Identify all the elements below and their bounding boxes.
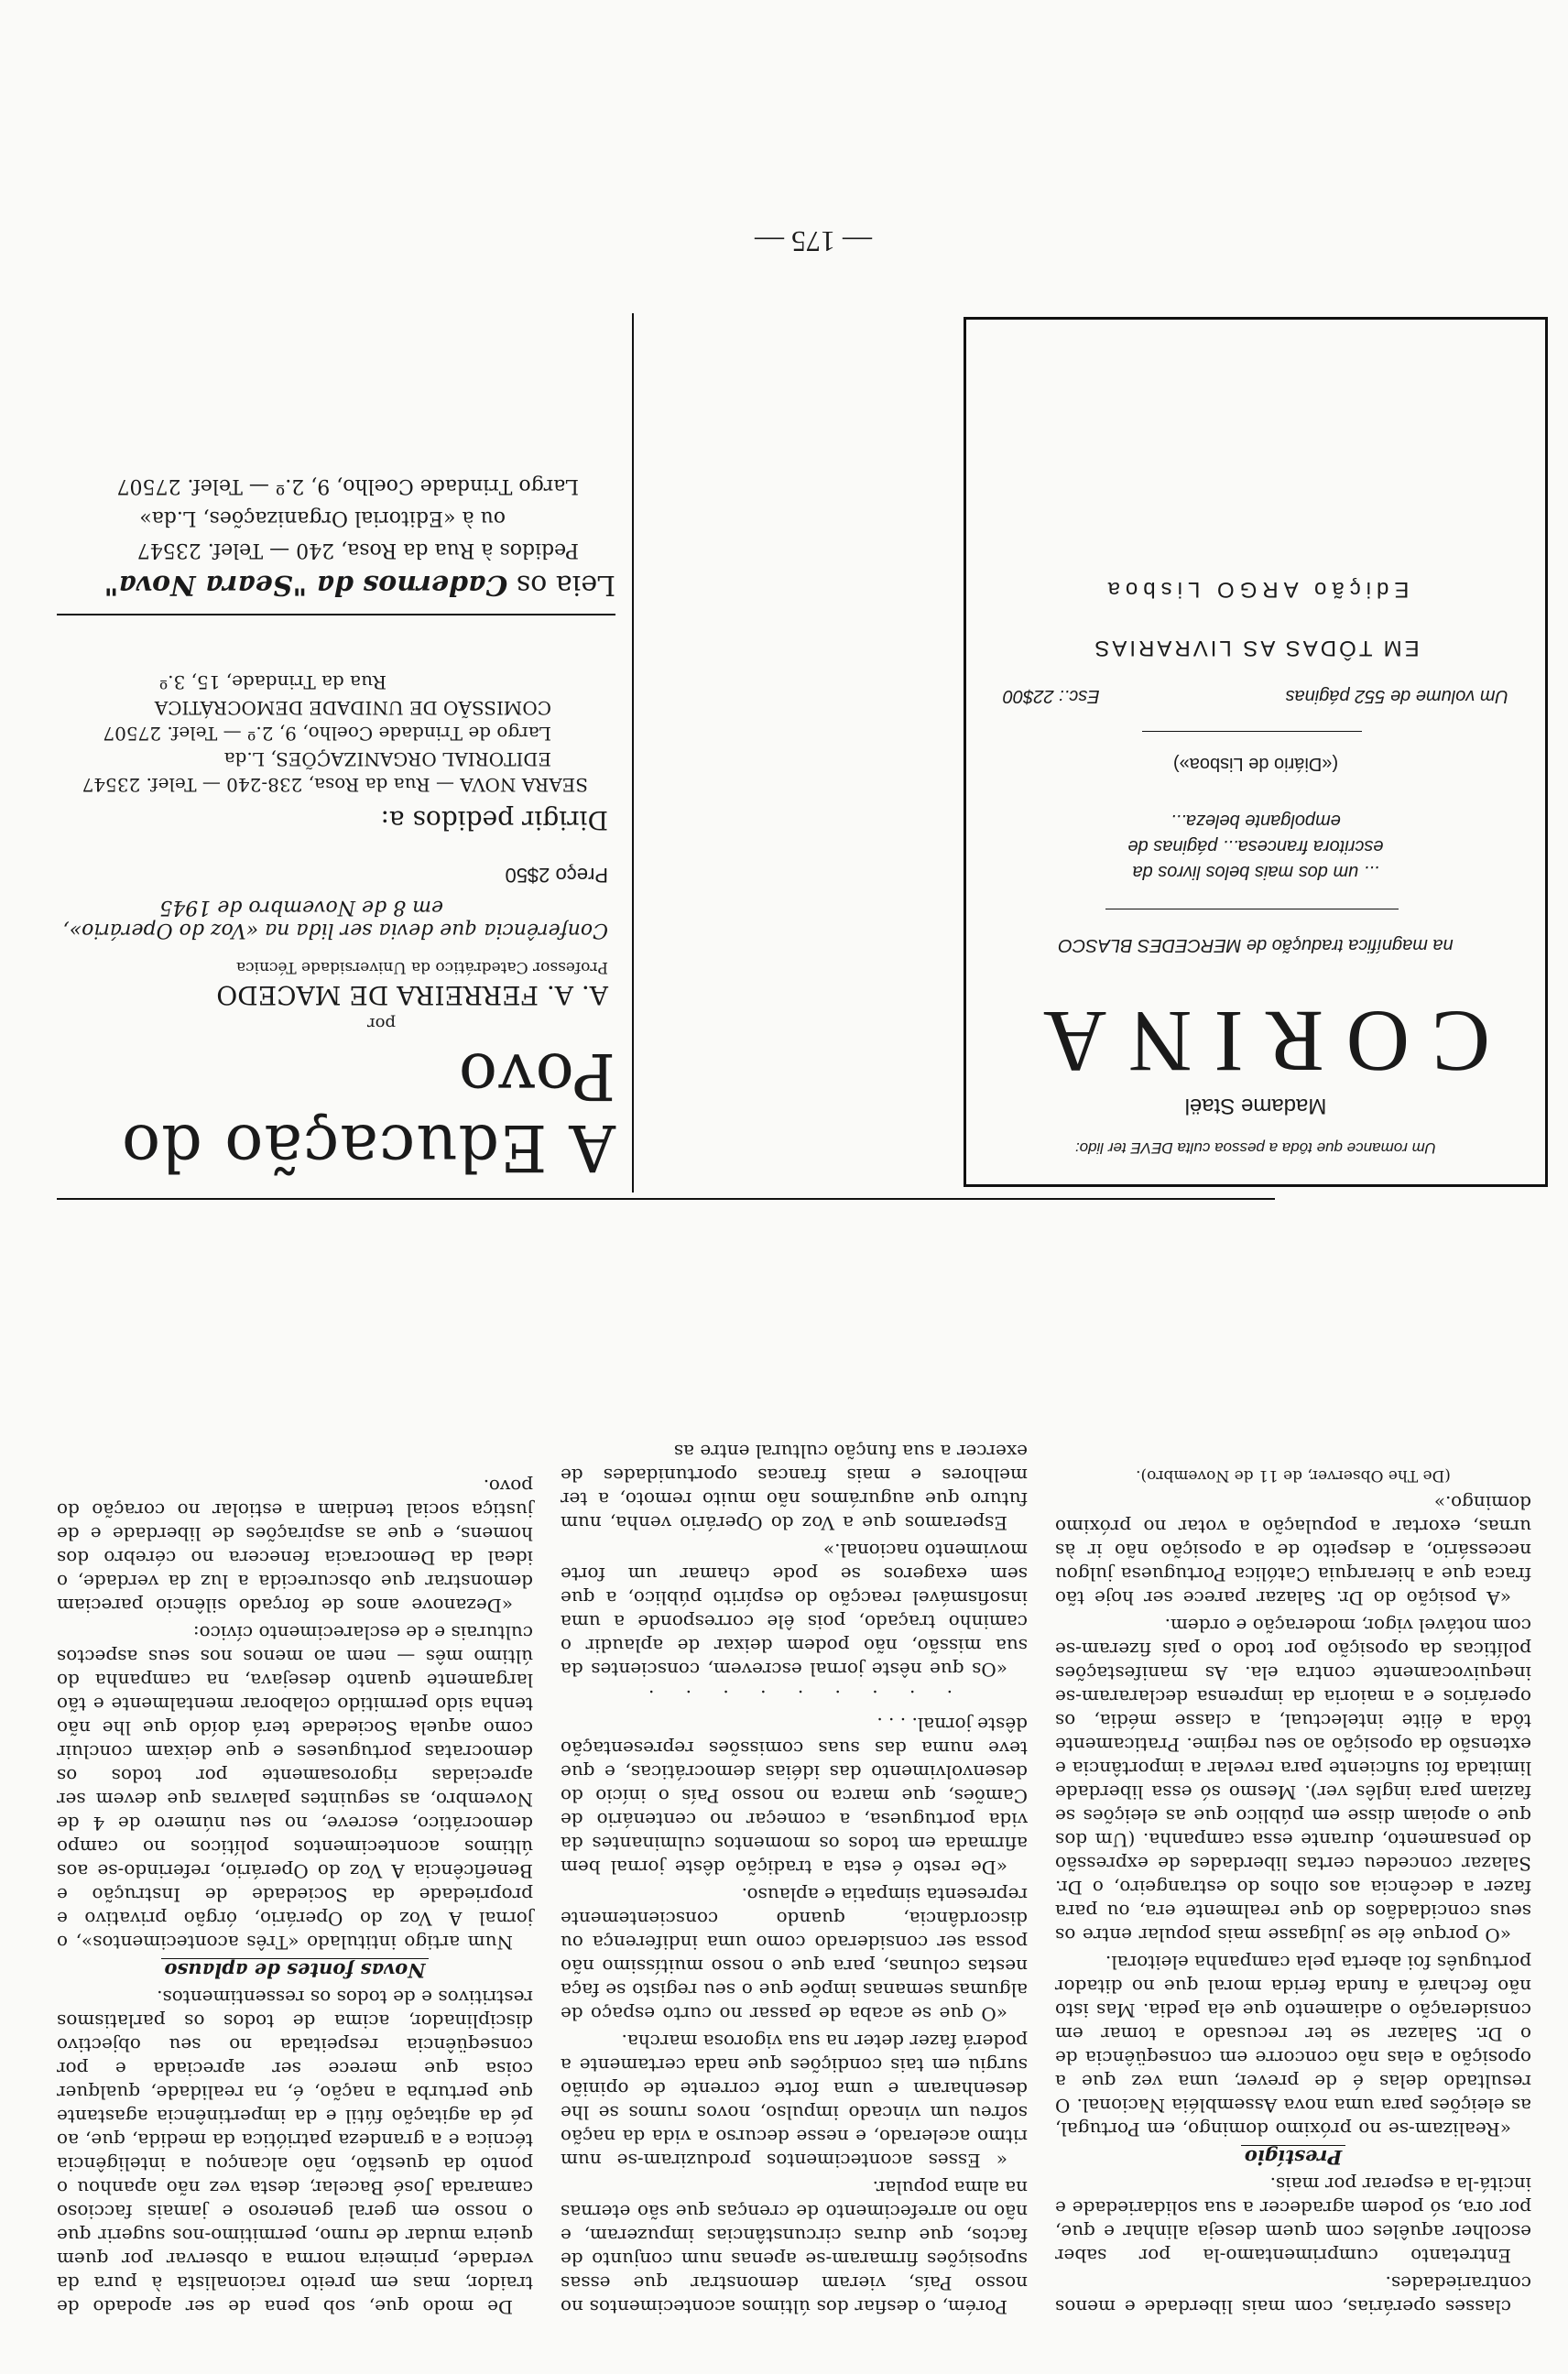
corina-advertisement [964, 317, 1548, 1187]
col3-paragraph: classes operárias, com mais liberdade e menos contrariedades. [1055, 2272, 1531, 2318]
ad-volume: Um volume de 552 páginas [1285, 686, 1508, 706]
ad-quote: escritora francesa... páginas de [1127, 836, 1384, 856]
ad-author: Madame Staël [1184, 1094, 1327, 1118]
col1-paragraph: Num artigo intitulado «Três acontecimentos», o jornal A Voz do Operário, órgão privativo e propriedade da Sociedade de Instrução e Beneficência A Voz do Operário, referindo-se aos últimos acontecimentos políticos no campo democrático, escreve, no seu número de 4 de Novembro, as seguintes palavras que devem ser apreciadas rigorosamente por todos os democratas portugueses e que deixam concluir como aquela Sociedade terá doído que lhe não tenha sido permitido colaborar mentalmente e tão largamente quanto desejava, na campanha do último mês — nem ao menos nos seus aspectos culturais e de esclarecimento cívico: [57, 1622, 533, 1954]
article-column-1 [57, 1471, 533, 2319]
seara-lead: Leia os Cadernos da "Seara Nova" [103, 569, 615, 601]
col2-paragraph: Esperamos que a Voz do Operário venha, num futuro que augurámos não muito remoto, a ter melhores e mais francas oportunidades de exercer a sua função cultural entre as [561, 1441, 1028, 1534]
ad-translator: na magnífica tradução de MERCEDES BLASCO [1058, 935, 1454, 955]
book-by: por [367, 1014, 396, 1033]
col2-paragraph: «Os que nêste jornal escrevem, conscientes da sua missão, não podem deixar de aplaudir o caminho traçado, pois êle corresponde a uma insofismável reacção do espírito público, a que sem exageros se pode chamar um forte movimento nacional.» [561, 1540, 1028, 1681]
ad-edition: Edição ARGO Lisboa [1102, 577, 1410, 602]
ad-price: Esc.: 22$00 [1003, 686, 1100, 706]
book-author-role: Professor Catedrático da Universidade Técnica [235, 958, 608, 976]
seara-line: Pedidos à Rua da Rosa, 240 — Telef. 23547 [136, 539, 579, 561]
order-line: Largo de Trindade Coelho, 9, 2.º — Telef. 27507 [103, 723, 551, 745]
page-number: — 175 — [755, 225, 872, 258]
ad-quote: empolgante beleza... [1171, 811, 1341, 831]
article-column-2 [561, 1436, 1028, 2319]
ad-quote: ... um dos mais belos livros da [1132, 862, 1379, 882]
horizontal-divider [57, 1198, 1275, 1200]
ad-title: CORINA [1021, 993, 1491, 1091]
col3-paragraph: «O porque êle se julgasse mais popular entre os seus concidadãos do que realmente era, ou para fazer a decência aos olhos do estrangeiro, o Dr. Salazar concedeu certas liberdades de expressão do pensamento, durante essa campanha. (Um dos que o apoiam disse em público que as eleições se faziam para inglês ver). Mesmo só essa liberdade limitada foi suficiente para revelar a importância e extensão da oposição ao seu regime. Praticamente tôda a élite intelectual, a classe média, os operários e a maioria da imprensa declararam-se inequivocamente contra ela. As manifestações políticas da oposição por todo o país fizeram-se com notável vigor, moderação e ordem. [1055, 1615, 1531, 1946]
order-list [57, 670, 588, 798]
order-line: SEARA NOVA — Rua da Rosa, 238-240 — Telef. 23547 [82, 774, 588, 796]
ad-source: («Diário de Lisboa») [1172, 754, 1339, 774]
col3-subhead: Prestígio [1055, 2145, 1531, 2169]
col2-ellipsis: . . . . . . . . . [635, 1686, 953, 1708]
col2-paragraph: Porém, o desfiar dos últimos acontecimentos no nosso País, vieram demonstrar que essas suposições firmaram-se apenas num conjunto de factos, que duras circunstâncias impuzeram, e não no arrefecimento de crenças que são eternas na alma popular. [561, 2177, 1028, 2318]
col3-paragraph: Entretanto cumprimentamo-la por saber escolher aquêles com quem deseja alinhar e que, por ora, só podem agradecer a sua solidariedade e incitá-la a esperar por mais. [1055, 2173, 1531, 2267]
order-lead: Dirigir pedidos a: [380, 805, 608, 835]
seara-line: ou à «Editorial Organizações, L.da» [139, 506, 506, 529]
seara-nova-announcement [57, 465, 615, 615]
col3-attribution: (De The Observer, de 11 de Novembro). [1136, 1466, 1451, 1485]
ad-shops: EM TÔDAS AS LIVRARIAS [1092, 636, 1420, 660]
col2-paragraph: «O que se acaba de passar no curto espaço de algumas semanas impõe que o seu registo se faça nestas colunas, para que o nosso muitíssimo não possa ser considerado como uma indiferença ou discordância, quando conscientemente representa simpatia e aplauso. [561, 1884, 1028, 2025]
ad-intro: Um romance que tôda a pessoa culta DEVE ter lido: [1074, 1139, 1437, 1157]
order-line: COMISSÃO DE UNIDADE DEMOCRÁTICA [154, 697, 551, 719]
col1-subhead: Novas fontes de aplauso [57, 1958, 533, 1982]
book-announcement [57, 659, 615, 1183]
vertical-divider [632, 313, 634, 1192]
col1-paragraph: «Dezanove anos de forçado silêncio pareciam demonstrar que obscurecida a luz da verdade, o ideal da Democracia fenecera no cérebro dos homens, e que as aspirações de liberdade e de justiça social tendiam a estiolar no coração do povo. [57, 1476, 533, 1617]
col2-paragraph: « Esses acontecimentos produziram-se num ritmo acelerado, e nesse decurso a vida da nação sofreu um vincado impulso, novos rumos se lhe desenharam e uma forte corrente de opinião surgiu em tais condições que nada certamente a poderá fazer deter na sua vigorosa marcha. [561, 2031, 1028, 2172]
book-title: A Educação do Povo [120, 1039, 615, 1185]
book-price: Preço 2$50 [505, 864, 608, 887]
col2-paragraph: «De resto é esta a tradição dêste jornal bem afirmada em todos os momentos culminantes da vida portuguesa, a começar no centenário de Camões, que marca no nosso País o início do desenvolvimento das idéias democráticas, e que teve numa das suas comissões representação dêste jornal. . . . [561, 1714, 1028, 1879]
book-author: A. A. FERREIRA DE MACEDO [216, 980, 608, 1010]
col3-paragraph: «A posição do Dr. Salazar parece ser hoje tão fraca que a hierarquia Católica Portuguesa julgou necessário, a despeito de a oposição não ir às urnas, exortar a população a votar no próximo domingo.» [1055, 1492, 1531, 1609]
seara-line: Largo Trindade Coelho, 9, 2.º — Telef. 27507 [116, 474, 579, 497]
order-line: EDITORIAL ORGANIZAÇÕES, L.da [223, 748, 551, 770]
book-subtitle: Conferência que devia ser lida na «Voz do Operário», em 8 de Novembro de 1945 [62, 896, 608, 942]
col1-paragraph: De modo que, sob pena de ser apodado de traidor, mas em preito racionalista à pura da verdade, primeira norma a observar por quem queira mudar de rumo, permitimo-nos sugerir que o nosso em geral generoso e jamais faccioso camarada José Bacelar, desta vez não apanhou o ponto da questão, não alcançou a inteligência técnica e a grandeza patriótica da medida, que, ao pé da agitação fútil e da impertinência agastante que perturba a nação, é, na realidade, qualquer coisa que merece ser apreciada e por conseqüência respeitada no seu objectivo disciplinador, acima de todos os parlatismos restritivos e de todos os ressentimentos. [57, 1987, 533, 2318]
article-column-3 [1055, 1460, 1531, 2319]
col3-paragraph: «Realizam-se no próximo domingo, em Portugal, as eleições para uma nova Assembléia Nacional. O resultado delas é de prever, uma vez que a oposição a elas não concorre em conseqüência de o Dr. Salazar se ter recusado a tomar em consideração o adiamento que ela pedia. Mas isto não fechará a funda ferida moral que no ditador português foi aberta pela campanha eleitoral. [1055, 1952, 1531, 2140]
order-line: Rua da Trindade, 15, 3.º [158, 671, 387, 693]
ad-divider [1142, 731, 1362, 732]
